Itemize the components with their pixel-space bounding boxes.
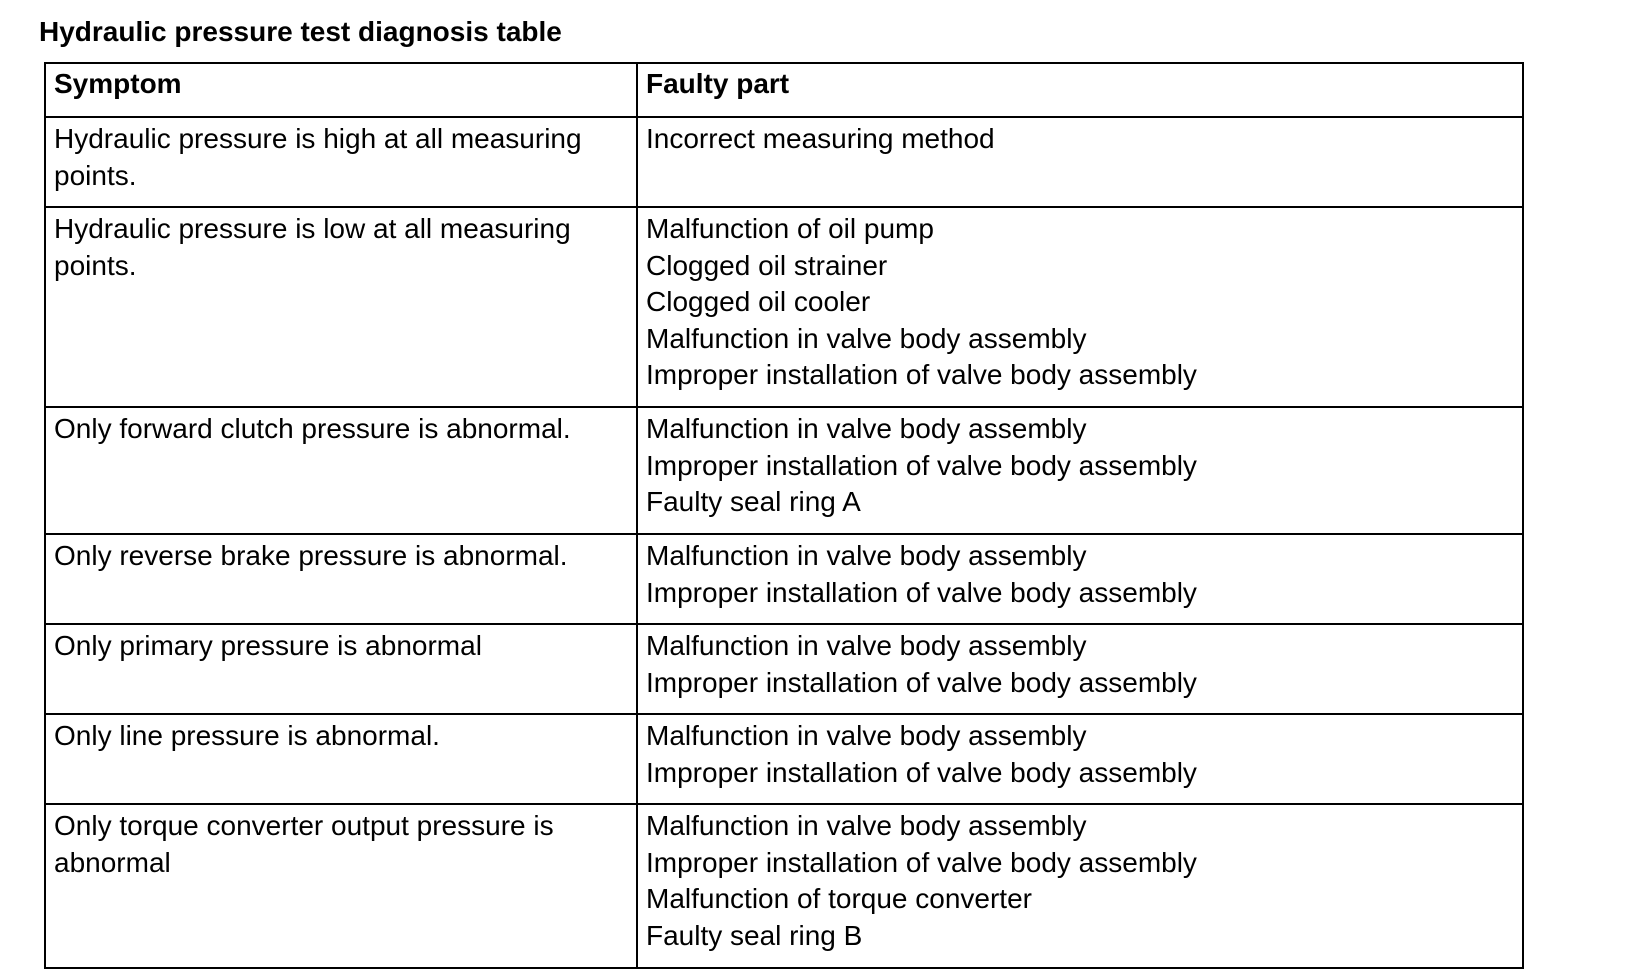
faulty-part-item: Malfunction in valve body assembly <box>646 630 1087 661</box>
table-row <box>45 714 1523 804</box>
symptom-cell: Hydraulic pressure is low at all measuring points. <box>45 207 637 407</box>
faulty-part-item: Clogged oil strainer <box>646 249 888 281</box>
symptom-cell: Only forward clutch pressure is abnormal. <box>45 407 637 534</box>
symptom-cell: Only torque converter output pressure is abnormal <box>45 804 637 968</box>
faulty-part-item: Improper installation of valve body assembly <box>646 359 1197 390</box>
faulty-part-cell <box>637 714 1523 804</box>
faulty-part-cell <box>637 624 1523 714</box>
diagnosis-table <box>44 62 1524 969</box>
table-row <box>45 624 1523 714</box>
table-row <box>45 117 1523 207</box>
faulty-part-item: Malfunction in valve body assembly <box>646 810 1087 841</box>
column-header-faulty-part: Faulty part <box>637 63 1523 117</box>
faulty-part-cell <box>637 117 1523 207</box>
faulty-part-item: Improper installation of valve body assembly <box>646 449 1197 481</box>
faulty-part-item: Malfunction of oil pump <box>646 213 934 244</box>
symptom-cell: Only primary pressure is abnormal <box>45 624 637 714</box>
faulty-part-item: Faulty seal ring A <box>646 486 861 517</box>
faulty-part-item: Malfunction in valve body assembly <box>646 540 1087 571</box>
faulty-part-item: Incorrect measuring method <box>646 123 995 154</box>
faulty-part-item: Faulty seal ring B <box>646 919 863 951</box>
faulty-part-item: Malfunction in valve body assembly <box>646 322 1087 354</box>
faulty-part-item: Malfunction of torque converter <box>646 883 1032 914</box>
faulty-part-item: Malfunction in valve body assembly <box>646 413 1087 444</box>
faulty-part-item: Improper installation of valve body assembly <box>646 576 1197 608</box>
table-row <box>45 804 1523 968</box>
page-title: Hydraulic pressure test diagnosis table <box>39 16 562 47</box>
table-row <box>45 534 1523 624</box>
faulty-part-item: Clogged oil cooler <box>646 286 871 317</box>
table-row <box>45 207 1523 407</box>
symptom-cell: Only reverse brake pressure is abnormal. <box>45 534 637 624</box>
symptom-cell: Hydraulic pressure is high at all measuring points. <box>45 117 637 207</box>
faulty-part-item: Improper installation of valve body assembly <box>646 666 1197 698</box>
faulty-part-item: Improper installation of valve body assembly <box>646 756 1197 788</box>
faulty-part-cell <box>637 804 1523 968</box>
faulty-part-cell <box>637 207 1523 407</box>
column-header-symptom: Symptom <box>45 63 637 117</box>
faulty-part-item: Improper installation of valve body assembly <box>646 846 1197 878</box>
table-header-row <box>45 63 1523 117</box>
table-row <box>45 407 1523 534</box>
faulty-part-cell <box>637 534 1523 624</box>
faulty-part-cell <box>637 407 1523 534</box>
faulty-part-item: Malfunction in valve body assembly <box>646 720 1087 751</box>
symptom-cell: Only line pressure is abnormal. <box>45 714 637 804</box>
